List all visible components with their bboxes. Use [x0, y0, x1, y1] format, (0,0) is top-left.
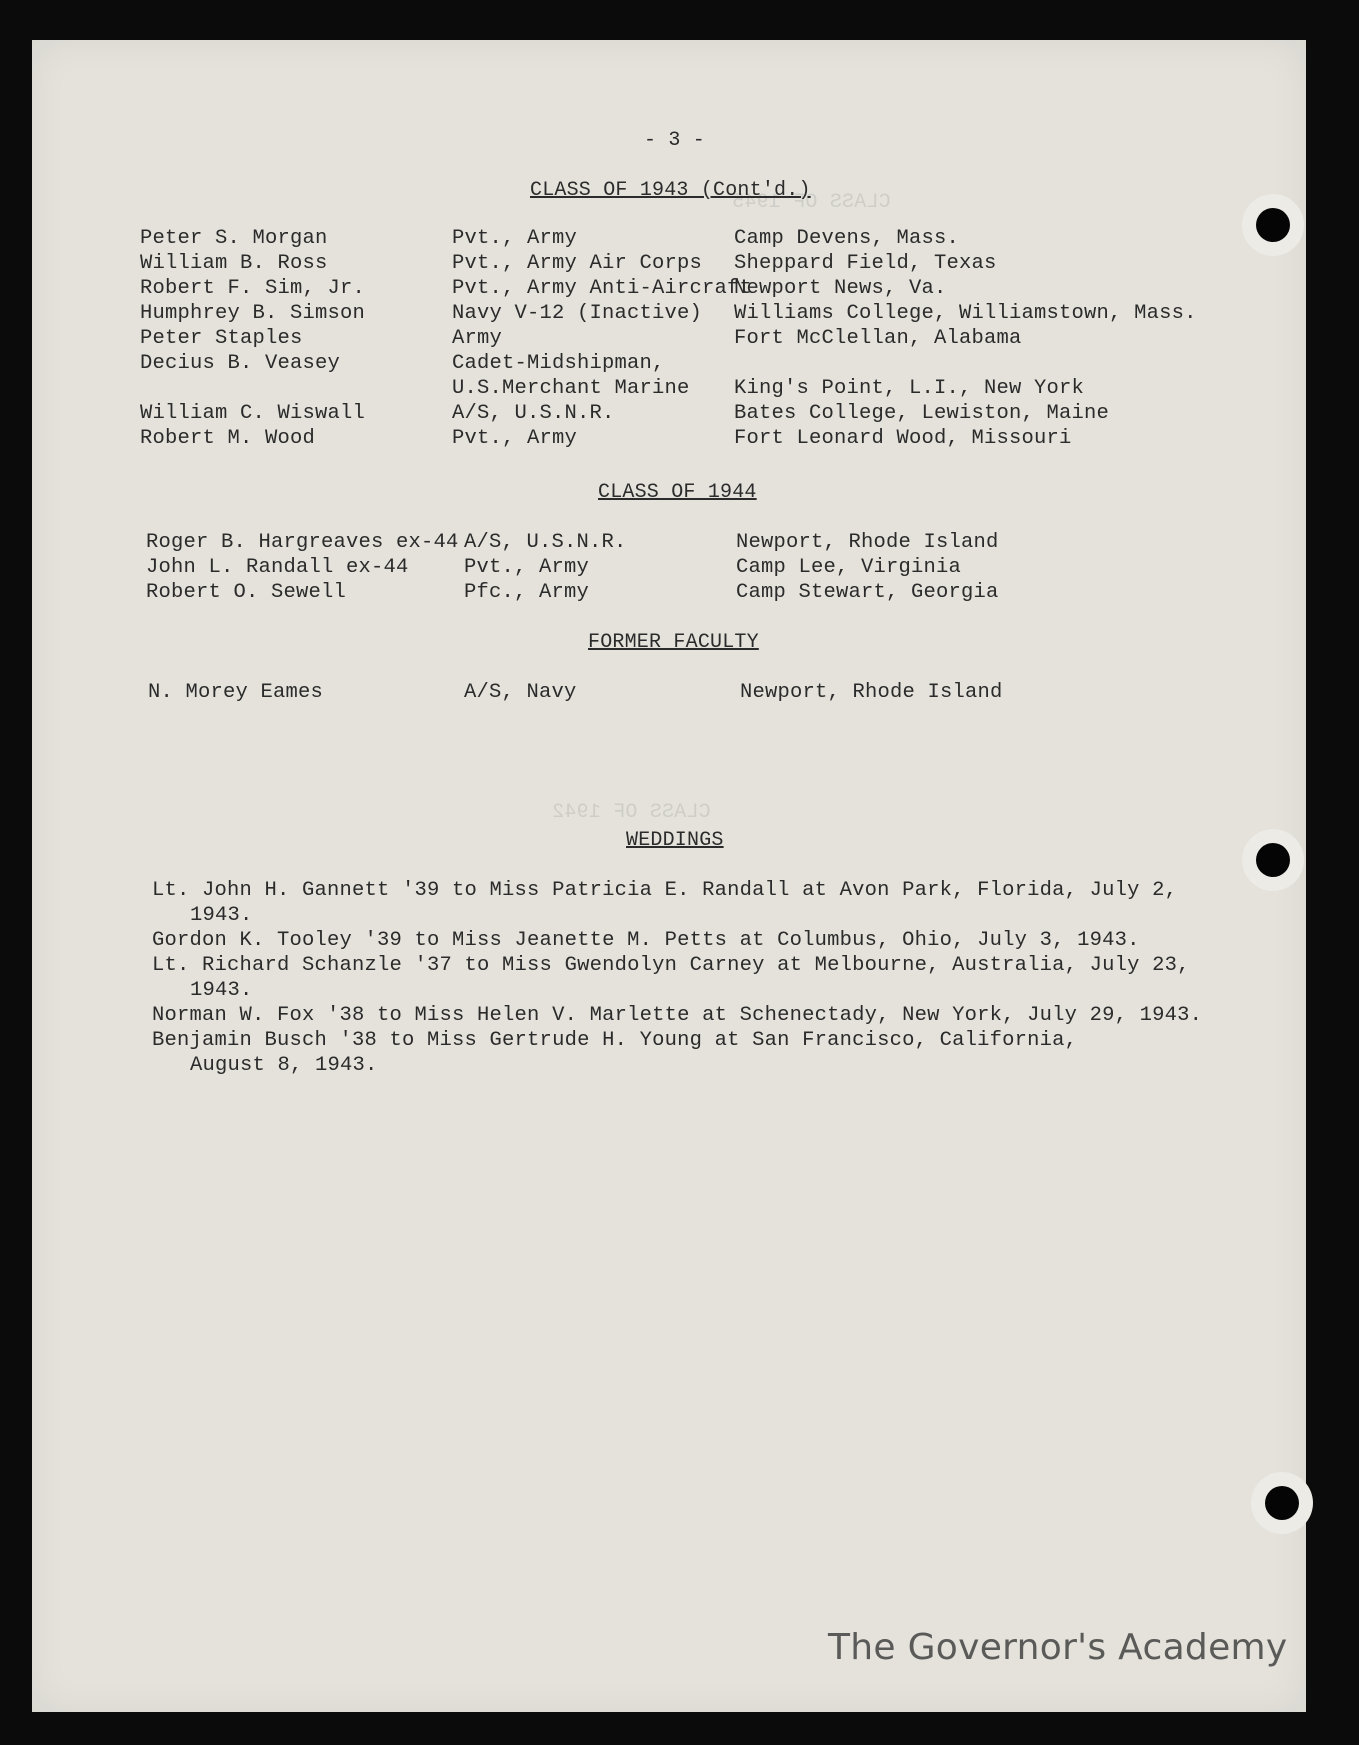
binder-hole [1265, 1486, 1299, 1520]
roster-rank: Pvt., Army Anti-Aircraft [452, 277, 753, 300]
wedding-entry: Benjamin Busch '38 to Miss Gertrude H. Young at San Francisco, California, [152, 1029, 1078, 1052]
roster-name: Robert M. Wood [140, 427, 316, 450]
roster-location: Fort McClellan, Alabama [734, 327, 1022, 350]
roster-rank: Pvt., Army [452, 427, 578, 450]
roster-rank: A/S, Navy [464, 681, 577, 704]
wedding-entry-continued: 1943. [190, 979, 253, 1002]
roster-name: John L. Randall ex-44 [146, 556, 409, 579]
roster-location: Bates College, Lewiston, Maine [734, 402, 1110, 425]
roster-name: William C. Wiswall [140, 402, 366, 425]
wedding-entry: Gordon K. Tooley '39 to Miss Jeanette M. Petts at Columbus, Ohio, July 3, 1943. [152, 929, 1140, 952]
wedding-entry: Norman W. Fox '38 to Miss Helen V. Marlette at Schenectady, New York, July 29, 1943. [152, 1004, 1203, 1027]
roster-location: Williams College, Williamstown, Mass. [734, 302, 1197, 325]
roster-row [32, 426, 1306, 451]
document-page [32, 40, 1306, 1712]
class-1944-heading: CLASS OF 1944 [598, 481, 757, 504]
roster-location: King's Point, L.I., New York [734, 377, 1085, 400]
roster-location: Fort Leonard Wood, Missouri [734, 427, 1072, 450]
roster-name: Roger B. Hargreaves ex-44 [146, 531, 459, 554]
bleed-through-text: CLASS OF 1945 [732, 191, 891, 214]
roster-location: Newport, Rhode Island [736, 531, 999, 554]
roster-row [32, 301, 1306, 326]
roster-location: Newport, Rhode Island [740, 681, 1003, 704]
roster-row [32, 680, 1306, 705]
roster-location: Sheppard Field, Texas [734, 252, 997, 275]
class-1943-heading: CLASS OF 1943 (Cont'd.) [530, 179, 811, 202]
roster-rank: Pfc., Army [464, 581, 590, 604]
roster-row [32, 251, 1306, 276]
roster-name: Robert O. Sewell [146, 581, 347, 604]
roster-name: Robert F. Sim, Jr. [140, 277, 366, 300]
bleed-through-text: CLASS OF 1942 [552, 801, 711, 824]
roster-name: N. Morey Eames [148, 681, 324, 704]
roster-rank: U.S.Merchant Marine [452, 377, 690, 400]
binder-hole [1256, 843, 1290, 877]
wedding-entry: Lt. John H. Gannett '39 to Miss Patricia E. Randall at Avon Park, Florida, July 2, [152, 879, 1178, 902]
wedding-entry-continued: August 8, 1943. [190, 1054, 378, 1077]
binder-hole [1256, 208, 1290, 242]
wedding-entry: Lt. Richard Schanzle '37 to Miss Gwendolyn Carney at Melbourne, Australia, July 23, [152, 954, 1190, 977]
roster-row [32, 530, 1306, 555]
roster-name: Humphrey B. Simson [140, 302, 366, 325]
roster-name: Decius B. Veasey [140, 352, 341, 375]
weddings-heading: WEDDINGS [626, 829, 724, 852]
roster-rank: Pvt., Army Air Corps [452, 252, 703, 275]
roster-row [32, 401, 1306, 426]
roster-name: William B. Ross [140, 252, 328, 275]
roster-name: Peter Staples [140, 327, 303, 350]
roster-row [32, 555, 1306, 580]
roster-row [32, 276, 1306, 301]
roster-location: Camp Lee, Virginia [736, 556, 962, 579]
roster-location: Newport News, Va. [734, 277, 947, 300]
roster-location: Camp Devens, Mass. [734, 227, 960, 250]
roster-rank: A/S, U.S.N.R. [464, 531, 627, 554]
former-faculty-heading: FORMER FACULTY [588, 631, 759, 654]
roster-rank: Navy V-12 (Inactive) [452, 302, 703, 325]
roster-row [32, 326, 1306, 351]
roster-rank: A/S, U.S.N.R. [452, 402, 615, 425]
page-number: - 3 - [644, 129, 706, 152]
roster-rank: Pvt., Army [464, 556, 590, 579]
roster-row [32, 351, 1306, 376]
roster-rank: Pvt., Army [452, 227, 578, 250]
roster-row [32, 580, 1306, 605]
roster-row [32, 226, 1306, 251]
roster-rank: Cadet-Midshipman, [452, 352, 665, 375]
roster-location: Camp Stewart, Georgia [736, 581, 999, 604]
watermark-text: The Governor's Academy [828, 1627, 1288, 1668]
roster-row [32, 376, 1306, 401]
roster-name: Peter S. Morgan [140, 227, 328, 250]
wedding-entry-continued: 1943. [190, 904, 253, 927]
roster-rank: Army [452, 327, 503, 350]
